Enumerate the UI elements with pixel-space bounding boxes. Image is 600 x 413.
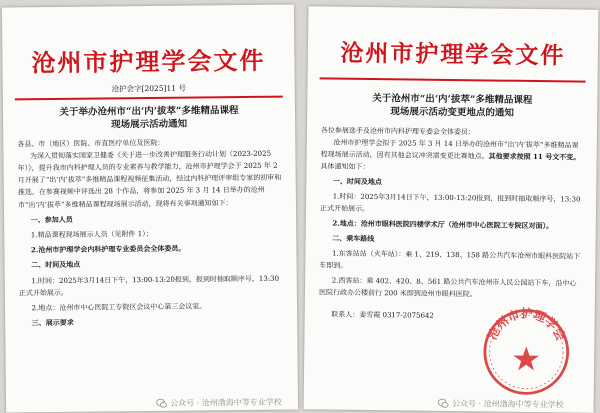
right-intro-paragraph — [320, 136, 582, 175]
seal-star-icon — [513, 346, 539, 370]
right-watermark — [438, 398, 564, 411]
left-watermark-text: 公众号 · 沧州渤海中等专业学校 — [169, 397, 282, 408]
left-section-2-item-1: 1.时间：2025年3月14日下午，13:00-13:20报到，报到时抽取顺序号，13:30正式开始展示。 — [18, 274, 280, 298]
left-section-2-item-2: 2.地点：沧州市中心医院工专院区会议中心第三会议室。 — [31, 302, 207, 313]
right-intro-bold: 其他要求按照 11 号文不变。 — [488, 150, 581, 162]
right-section-2-heading: 二、乘车路线 — [332, 234, 375, 243]
right-section-1-heading: 一、时间及地点 — [332, 177, 382, 186]
right-document-header: 沧州市护理学会文件 — [340, 39, 566, 70]
left-section-1-item-2: 2.沧州市护理学会内科护理专业委员会全体委员。 — [30, 243, 186, 255]
right-section-2-item-2: 2.西客站：乘 402、420、8、561 路公共汽车沧州市人民公园站下车，沿中心医院行政办公楼前行 200 米即到沧州市眼科医院。 — [318, 276, 577, 298]
right-contact: 联系人：姜雪霞 0317-2075642 — [331, 310, 434, 320]
right-red-divider — [320, 77, 586, 82]
left-title-line-2: 现场展示活动通知 — [111, 118, 188, 130]
right-title-line-1: 关于沧州市“出‘内’拔萃”多维精品课程 — [372, 92, 533, 106]
right-title-line-2: 现场展示活动变更地点的通知 — [390, 105, 515, 119]
right-watermark-text: 公众号 · 沧州渤海中等专业学校 — [451, 399, 564, 410]
svg-text:沧州市护理学会 — [484, 305, 569, 343]
left-section-2-heading: 二、时间及地点 — [31, 261, 81, 270]
left-document-title — [3, 103, 295, 132]
wechat-icon — [156, 398, 167, 409]
left-document-page — [2, 4, 298, 412]
right-document-page — [304, 6, 599, 413]
left-salutation: 各县、市（地区）医院、市直医疗单位及医院： — [17, 138, 165, 148]
right-document-title — [307, 91, 597, 121]
right-document-body — [305, 117, 597, 324]
left-red-divider — [15, 96, 283, 100]
left-document-body — [3, 129, 297, 330]
seal-text: 沧州市护理学会 — [485, 306, 568, 343]
left-title-line-1: 关于举办沧州市“出‘内’拔萃”多维精品课程 — [59, 104, 239, 118]
right-intro-tail: 具体通知如下： — [320, 161, 370, 171]
left-section-1-heading: 一、参加人员 — [30, 215, 73, 224]
left-section-1-item-1: 1.精品课程现场展示人员（见附件 1）； — [30, 229, 153, 240]
left-section-3-heading: 三、展示要求 — [31, 318, 74, 328]
left-watermark — [156, 397, 282, 409]
right-intro-text: 沧州市护理学会拟于 2025 年 3 月 14 日举办的沧州市“出‘内’拔萃”多维精品课程现场展示活动，因有其他会议冲突需变更比赛地点。 — [320, 138, 579, 160]
wechat-icon — [438, 398, 449, 409]
left-intro-paragraph: 为深入贯彻落实国家卫健委《关于进一步改善护理服务行动计划（2023-2025 年）》，提升我市内科护理人员的专业素养与教学能力，沧州市护理学会于 2025 年 2 月开展了“出‘内’拔萃”多维精品课程视频征集活动，经过内科护理评审组专家的初审和推选，在参赛视频中评选出 28 个作品，将参加 2025 年 3 月 14 日举办的沧州市“出‘内’拔萃”多维精品课程现场展示活动，现将有关事项通知如下： — [17, 149, 282, 209]
left-document-number: 沧护会字[2025]11 号 — [111, 83, 186, 94]
right-salutation: 各位参展选手及沧州市内科护理专委会全体委员： — [320, 125, 476, 136]
left-document-header: 沧州市护理学会文件 — [31, 45, 266, 78]
right-section-1-item-2: 2.地点：沧州市眼科医院四楼学术厅（沧州市中心医院工专院区对面）。 — [332, 218, 554, 230]
red-official-seal — [480, 305, 573, 398]
right-section-2-item-1: 1.东客站站（火车站）：乘 1、219、138、158 路公共汽车沧州市眼科医院站下车即到。 — [319, 249, 581, 270]
right-section-1-item-1: 1.时间：2025年3月14日下午，13:00-13:20报到，报到时抽取顺序号，13:30正式开始展示。 — [319, 192, 581, 213]
